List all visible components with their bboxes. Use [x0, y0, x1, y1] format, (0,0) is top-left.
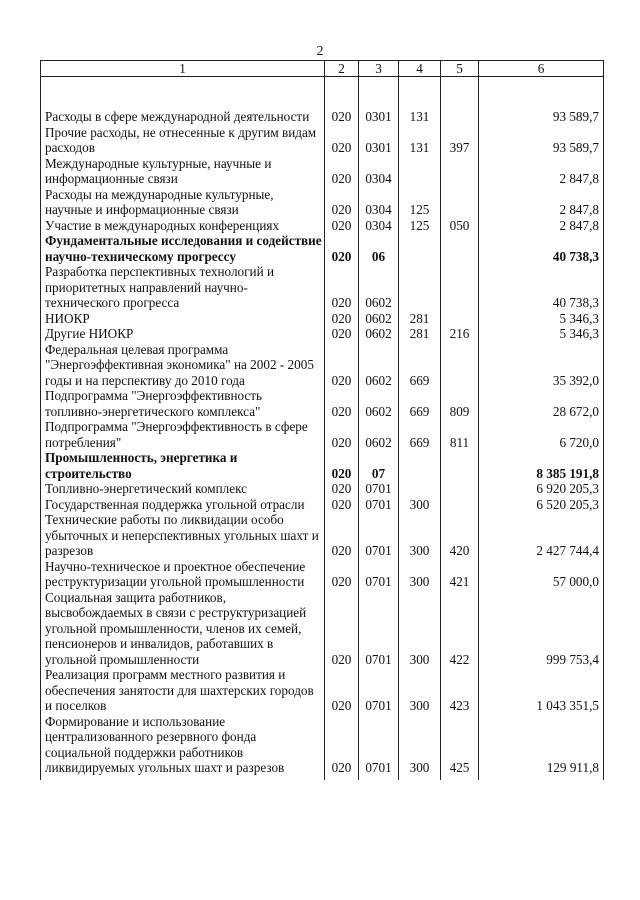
- row-code-5: 423: [441, 667, 479, 714]
- row-code-5: 811: [441, 419, 479, 450]
- row-amount: 93 589,7: [479, 109, 604, 125]
- row-name: Разработка перспективных технологий и приоритетных направлений научно-технического прогресса: [41, 264, 325, 311]
- table-row: [41, 264, 604, 311]
- table-row: [41, 388, 604, 419]
- row-code-2: 020: [325, 481, 359, 497]
- budget-table-container: [40, 60, 603, 780]
- row-code-4: 131: [399, 109, 441, 125]
- row-code-4: 669: [399, 419, 441, 450]
- row-code-2: 020: [325, 388, 359, 419]
- table-row: [41, 342, 604, 389]
- row-code-4: 131: [399, 125, 441, 156]
- row-code-3: 07: [359, 450, 399, 481]
- table-row: [41, 512, 604, 559]
- row-name: Научно-техническое и проектное обеспечение реструктуризации угольной промышленности: [41, 559, 325, 590]
- table-row: [41, 218, 604, 234]
- row-code-2: 020: [325, 125, 359, 156]
- row-code-3: 0602: [359, 419, 399, 450]
- row-code-3: 0304: [359, 218, 399, 234]
- row-amount: 8 385 191,8: [479, 450, 604, 481]
- row-code-2: 020: [325, 450, 359, 481]
- row-code-2: 020: [325, 342, 359, 389]
- row-name: Государственная поддержка угольной отрасли: [41, 497, 325, 513]
- row-amount: 35 392,0: [479, 342, 604, 389]
- row-name: Промышленность, энергетика и строительство: [41, 450, 325, 481]
- row-name: НИОКР: [41, 311, 325, 327]
- row-code-4: 669: [399, 342, 441, 389]
- row-code-5: [441, 481, 479, 497]
- column-header: 5: [441, 61, 479, 77]
- row-amount: 6 920 205,3: [479, 481, 604, 497]
- row-code-2: 020: [325, 590, 359, 668]
- row-amount: 2 847,8: [479, 187, 604, 218]
- table-row: [41, 714, 604, 776]
- row-amount: 2 427 744,4: [479, 512, 604, 559]
- row-name: Международные культурные, научные и информационные связи: [41, 156, 325, 187]
- row-amount: 129 911,8: [479, 714, 604, 776]
- row-code-4: 669: [399, 388, 441, 419]
- row-code-3: 0701: [359, 590, 399, 668]
- row-code-5: [441, 233, 479, 264]
- row-name: Другие НИОКР: [41, 326, 325, 342]
- row-code-5: [441, 156, 479, 187]
- row-name: Реализация программ местного развития и обеспечения занятости для шахтерских городов и поселков: [41, 667, 325, 714]
- row-code-2: 020: [325, 714, 359, 776]
- row-code-5: 216: [441, 326, 479, 342]
- table-row: [41, 187, 604, 218]
- row-name: Прочие расходы, не отнесенные к другим видам расходов: [41, 125, 325, 156]
- row-code-4: 281: [399, 326, 441, 342]
- row-code-4: 300: [399, 497, 441, 513]
- row-amount: 6 720,0: [479, 419, 604, 450]
- row-code-5: 397: [441, 125, 479, 156]
- row-code-2: 020: [325, 419, 359, 450]
- table-row: [41, 419, 604, 450]
- table-row: [41, 450, 604, 481]
- row-name: Подпрограмма "Энергоэффективность в сфере потребления": [41, 419, 325, 450]
- row-amount: 5 346,3: [479, 311, 604, 327]
- row-code-4: 300: [399, 590, 441, 668]
- row-name: Фундаментальные исследования и содействие научно-техническому прогрессу: [41, 233, 325, 264]
- table-body: [41, 77, 604, 780]
- row-amount: 999 753,4: [479, 590, 604, 668]
- row-code-2: 020: [325, 233, 359, 264]
- row-code-3: 0301: [359, 109, 399, 125]
- table-bottom-row: [41, 776, 604, 780]
- row-code-3: 0701: [359, 512, 399, 559]
- row-amount: 2 847,8: [479, 156, 604, 187]
- row-code-2: 020: [325, 559, 359, 590]
- row-code-2: 020: [325, 497, 359, 513]
- row-amount: 93 589,7: [479, 125, 604, 156]
- row-code-5: 425: [441, 714, 479, 776]
- table-row: [41, 667, 604, 714]
- table-header: [41, 61, 604, 77]
- table-row: [41, 559, 604, 590]
- row-code-4: 125: [399, 218, 441, 234]
- row-code-5: 422: [441, 590, 479, 668]
- table-row: [41, 125, 604, 156]
- row-code-2: 020: [325, 311, 359, 327]
- budget-table: [40, 60, 604, 780]
- row-code-3: 0301: [359, 125, 399, 156]
- row-code-2: 020: [325, 264, 359, 311]
- row-amount: 5 346,3: [479, 326, 604, 342]
- column-header: 3: [359, 61, 399, 77]
- row-code-3: 0602: [359, 311, 399, 327]
- row-code-4: [399, 450, 441, 481]
- row-code-3: 0701: [359, 667, 399, 714]
- column-header: 2: [325, 61, 359, 77]
- row-code-3: 0602: [359, 388, 399, 419]
- row-amount: 2 847,8: [479, 218, 604, 234]
- row-code-2: 020: [325, 109, 359, 125]
- row-code-3: 0701: [359, 497, 399, 513]
- row-code-2: 020: [325, 156, 359, 187]
- row-code-3: 0304: [359, 187, 399, 218]
- row-amount: 28 672,0: [479, 388, 604, 419]
- row-name: Расходы в сфере международной деятельности: [41, 109, 325, 125]
- column-header: 4: [399, 61, 441, 77]
- row-code-2: 020: [325, 187, 359, 218]
- row-code-5: 050: [441, 218, 479, 234]
- row-name: Участие в международных конференциях: [41, 218, 325, 234]
- table-row: [41, 233, 604, 264]
- row-code-4: [399, 481, 441, 497]
- row-code-3: 0701: [359, 714, 399, 776]
- row-code-5: 421: [441, 559, 479, 590]
- row-code-5: [441, 109, 479, 125]
- table-row: [41, 326, 604, 342]
- row-code-5: 420: [441, 512, 479, 559]
- table-row: [41, 481, 604, 497]
- row-code-5: [441, 187, 479, 218]
- row-code-3: 0602: [359, 342, 399, 389]
- row-amount: 40 738,3: [479, 233, 604, 264]
- column-header: 6: [479, 61, 604, 77]
- row-name: Социальная защита работников, высвобождаемых в связи с реструктуризацией угольной промышленности, членов их семей, пенсионеров и инвалидов, работавших в угольной промышленности: [41, 590, 325, 668]
- row-code-2: 020: [325, 218, 359, 234]
- table-row: [41, 311, 604, 327]
- row-code-4: [399, 233, 441, 264]
- row-code-5: [441, 450, 479, 481]
- row-code-4: 300: [399, 667, 441, 714]
- table-row: [41, 497, 604, 513]
- row-code-5: [441, 311, 479, 327]
- row-code-3: 0602: [359, 326, 399, 342]
- row-code-5: [441, 497, 479, 513]
- table-row: [41, 156, 604, 187]
- row-name: Топливно-энергетический комплекс: [41, 481, 325, 497]
- row-code-3: 0701: [359, 481, 399, 497]
- row-code-4: 300: [399, 512, 441, 559]
- row-code-4: [399, 156, 441, 187]
- row-code-4: 300: [399, 559, 441, 590]
- row-code-4: [399, 264, 441, 311]
- row-code-3: 0701: [359, 559, 399, 590]
- row-amount: 57 000,0: [479, 559, 604, 590]
- row-code-3: 0602: [359, 264, 399, 311]
- row-code-4: 300: [399, 714, 441, 776]
- row-code-3: 06: [359, 233, 399, 264]
- row-code-2: 020: [325, 667, 359, 714]
- row-code-4: 125: [399, 187, 441, 218]
- table-spacer-row: [41, 77, 604, 110]
- row-code-5: 809: [441, 388, 479, 419]
- row-name: Технические работы по ликвидации особо убыточных и неперспективных угольных шахт и разрезов: [41, 512, 325, 559]
- page-number: 2: [316, 44, 324, 59]
- row-code-2: 020: [325, 326, 359, 342]
- row-amount: 40 738,3: [479, 264, 604, 311]
- row-name: Формирование и использование централизованного резервного фонда социальной поддержки работников ликвидируемых угольных шахт и разрезов: [41, 714, 325, 776]
- row-name: Подпрограмма "Энергоэффективность топливно-энергетического комплекса": [41, 388, 325, 419]
- row-code-3: 0304: [359, 156, 399, 187]
- row-amount: 1 043 351,5: [479, 667, 604, 714]
- row-code-5: [441, 342, 479, 389]
- column-header: 1: [41, 61, 325, 77]
- row-code-2: 020: [325, 512, 359, 559]
- table-row: [41, 590, 604, 668]
- row-code-5: [441, 264, 479, 311]
- row-name: Расходы на международные культурные, научные и информационные связи: [41, 187, 325, 218]
- table-row: [41, 109, 604, 125]
- row-code-4: 281: [399, 311, 441, 327]
- row-name: Федеральная целевая программа "Энергоэффективная экономика" на 2002 - 2005 годы и на перспективу до 2010 года: [41, 342, 325, 389]
- row-amount: 6 520 205,3: [479, 497, 604, 513]
